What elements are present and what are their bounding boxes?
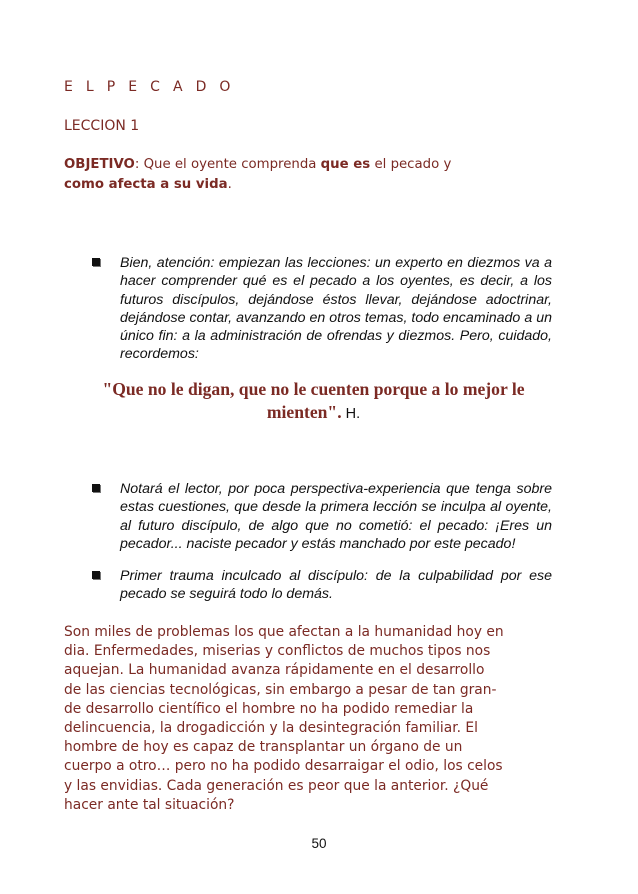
square-bullet-icon	[92, 571, 100, 579]
objective-bold-a: que es	[320, 157, 371, 172]
paragraph-line: y las envidias. Cada generación es peor que la anterior. ¿Qué	[64, 777, 489, 794]
bullet-text-2: Notará el lector, por poca perspectiva-experiencia que tenga sobre estas cuestiones, que desde la primera lección se inculpa al oyente, al futuro discípulo, de algo que no cometió: el pecado: ¡Eres un pecador... naciste pecador y estás manchado por este pecado!	[120, 481, 552, 552]
square-bullet-icon	[92, 484, 100, 492]
objective-bold-b: como afecta a su vida	[64, 177, 228, 192]
document-title: E L P E C A D O	[64, 79, 235, 95]
paragraph-line: cuerpo a otro… pero no ha podido desarraigar el odio, los celos	[64, 758, 503, 775]
quote-text: "Que no le digan, que no le cuenten porque a lo mejor le mienten".	[102, 379, 525, 422]
objective-text-a: Que el oyente comprenda	[143, 157, 321, 172]
objective-text-b: el pecado y	[370, 157, 452, 172]
square-bullet-icon	[92, 258, 100, 266]
paragraph-line: de las ciencias tecnológicas, sin embargo a pesar de tan gran-	[64, 681, 497, 698]
bullet-item-2	[92, 480, 552, 553]
paragraph-line: delincuencia, la drogadicción y la desintegración familiar. El	[64, 720, 478, 737]
paragraph-line: aquejan. La humanidad avanza rápidamente en el desarrollo	[64, 662, 485, 679]
paragraph-line: hacer ante tal situación?	[64, 796, 235, 813]
bullet-item-3	[92, 567, 552, 604]
objective-label: OBJETIVO	[64, 157, 135, 172]
objective-end: .	[227, 177, 232, 192]
body-paragraph	[64, 623, 578, 815]
lesson-heading: LECCION 1	[64, 118, 140, 134]
quote-signature: H.	[341, 406, 361, 422]
bullet-text-3: Primer trauma inculcado al discípulo: de la culpabilidad por ese pecado se seguirá todo lo demás.	[120, 568, 552, 603]
paragraph-line: Son miles de problemas los que afectan a la humanidad hoy en	[64, 624, 504, 640]
bullet-item-1	[92, 254, 552, 364]
paragraph-line: hombre de hoy es capaz de transplantar un órgano de un	[64, 739, 463, 756]
objective-statement	[64, 155, 564, 195]
bullet-text-1: Bien, atención: empiezan las lecciones: un experto en diezmos va a hacer comprender qué es el pecado a los oyentes, es decir, a los futuros discípulos, dejándose éstos llevar, dejándose adoctrinar, dejándose contar, avanzando en otros temas, todo encaminado a un único fin: a la administración de ofrendas y diezmos. Pero, cuidado, recordemos:	[120, 255, 552, 363]
page-number: 50	[311, 836, 327, 851]
paragraph-line: dia. Enfermedades, miserias y conflictos de muchos tipos nos	[64, 643, 491, 660]
paragraph-line: de desarrollo científico el hombre no ha podido remediar la	[64, 700, 474, 717]
quote-block	[86, 378, 541, 426]
objective-separator: :	[134, 157, 144, 172]
